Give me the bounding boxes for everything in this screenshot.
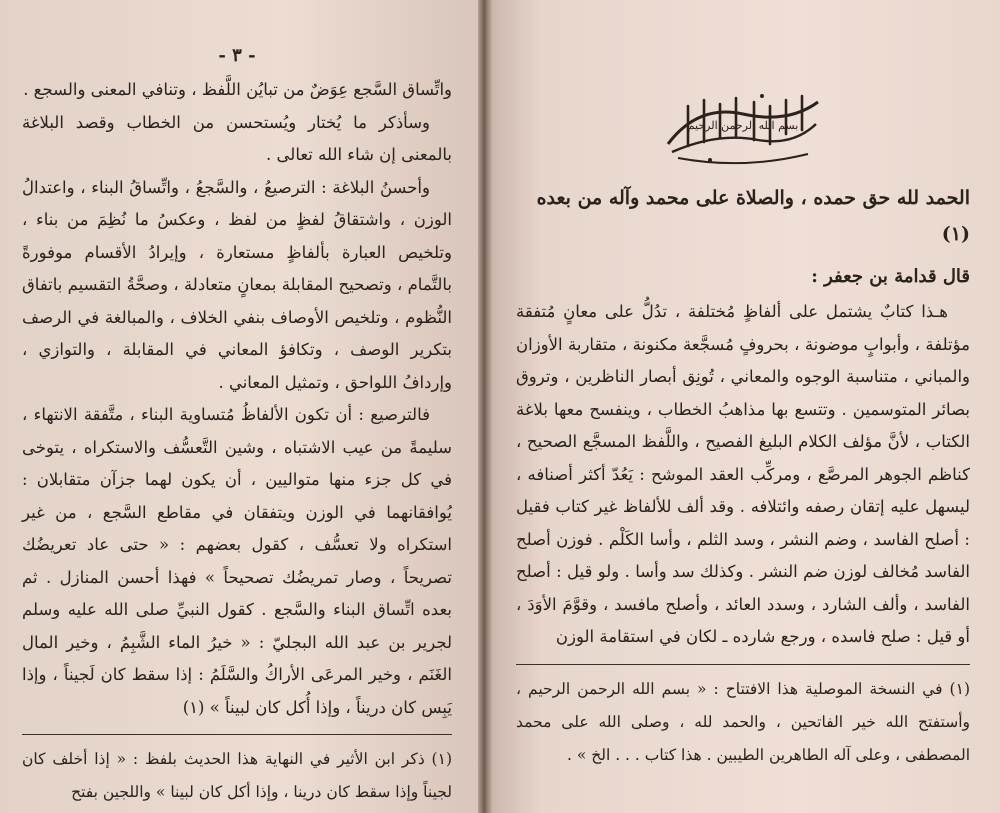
footnote-divider [516,664,970,665]
footnote [516,673,970,772]
book-gutter [478,0,492,813]
paragraph: هـذا كتابٌ يشتمل على ألفاظٍ مُختلفة ، تدُلُّ على معانٍ مُتفقة مؤتلفة ، وأبوابٍ موضونة ، بحروفٍ مُسجَّعة مكنونة ، متقاربة الأوزان والمباني ، متناسبة الوجوه والمعاني ، تُونِق أبصار الناظرين ، وتروق بصائر المتوسمين . وتتسع بها مذاهبُ الخطاب ، وينفسح معها بلاغة الكتاب ، لأنَّ مؤلف الكلام البليغ الفصيح ، واللَّفظ المسجَّع الصحيح ، كناظم الجوهر المرصَّع ، ومركِّب العقد الموشح : يَعُدّ أكثر أصنافه ، ليسهل عليه إتقان رصفه وائتلافه . وقد ألف للألفاظ غير كتاب فقيل : أصلح الفاسد ، وضم النشر ، وسد الثلم ، وأسا الكَلْم . فوزن أصلح الفاسد مُخالف لوزن ضم النشر . وكذلك سد وأسا . ولو قيل : أصلح الفاسد ، وألف الشارد ، وسدد العائد ، وأصلح مافسد ، وقوَّمَ الأوَدَ ، أو قيل : صلح فاسده ، ورجع شارده ـ لكان في استقامة الوزن [516,302,970,646]
basmala-icon [658,84,828,170]
paragraph: وسأذكر ما يُختار ويُستحسن من الخطاب وقصد البلاغة بالمعنى إن شاء الله تعالى . [22,112,452,164]
author-line: قال قدامة بن جعفر : [811,266,970,287]
footnote [22,743,452,809]
page-heading: الحمد لله حق حمده ، والصلاة على محمد وآله من بعده (١) [536,187,970,245]
page-number: - ٣ - [218,45,256,66]
paragraph: واتِّساق السَّجع عِوَضٌ من تبايُن اللَّفظ ، وتنافي المعنى والسجع . [23,80,452,99]
basmala-calligraphy [516,78,970,176]
left-page [0,0,478,813]
footnote-text: (١) ذكر ابن الأثير في النهاية هذا الحديث بلفظ : « إذا أخلف كان لجيناً وإذا سقط كان درينا ، وإذا أكل كان لبينا » واللجين بفتح [22,750,452,801]
paragraph: وأحسنُ البلاغة : الترصيعُ ، والسَّجعُ ، واتِّساقُ البناء ، واعتدالُ الوزن ، واشتقاقُ لفظٍ من لفظ ، وعكسُ ما نُظِمَ من بناء ، وتلخيص العبارة بألفاظٍ مستعارة ، وإيرادُ الأقسام موفورةً بالتَّمام ، وتصحيح المقابلة بمعانٍ متعادلة ، وصحَّةُ التقسيم باتفاق النُّظوم ، وتلخيص الأوصاف بنفي الخلاف ، والمبالغة في الرصف بتكرير الوصف ، وتكافؤ المعاني في المقابلة ، والتوازي ، وإردافُ اللواحق ، وتمثيل المعاني . [22,177,452,392]
footnote-text: (١) في النسخة الموصلية هذا الافتتاح : « بسم الله الرحمن الرحيم ، وأستفتح الله خير الفاتحين ، والحمد لله ، وصلى الله على محمد المصطفى ، وعلى آله الطاهرين الطيبين . هذا كتاب . . . الخ » . [516,679,970,764]
basmala-text: بسم الله الرحمن الرحيم [687,119,799,132]
right-page [492,0,1000,813]
paragraph: فالترصيع : أن تكون الألفاظُ مُتساوية البناء ، متَّفقة الانتهاء ، سليمةً من عيب الاشتباه ، وشين التَّعسُّف والاستكراه ، يتوخى في كل جزء منها متواليين ، أن يكون لهما جزآن متقابلان : يُوافقانهما في الوزن ويتفقان في مقاطع السَّجع ، من غير استكراه ولا تعسُّف ، كقول بعضهم : « حتى عاد تعريضُك تصريحاً ، وصار تمريضُك تصحيحاً » فهذا أحسن المنازل . ثم بعده اتِّساق البناء والسَّجع . كقول النبيِّ صلى الله عليه وسلم لجرير بن عبد الله البجليّ : « خيرُ الماء الشَّبِمُ ، وخير المال الغَنَم ، وخير المرعَى الأراكُ والسَّلَمُ : إذا سقط كان لَجيناً ، وإذا يَبِس كان دريناً ، وإذا أُكل كان لبيناً » (١) [22,405,452,717]
footnote-divider [22,734,452,735]
